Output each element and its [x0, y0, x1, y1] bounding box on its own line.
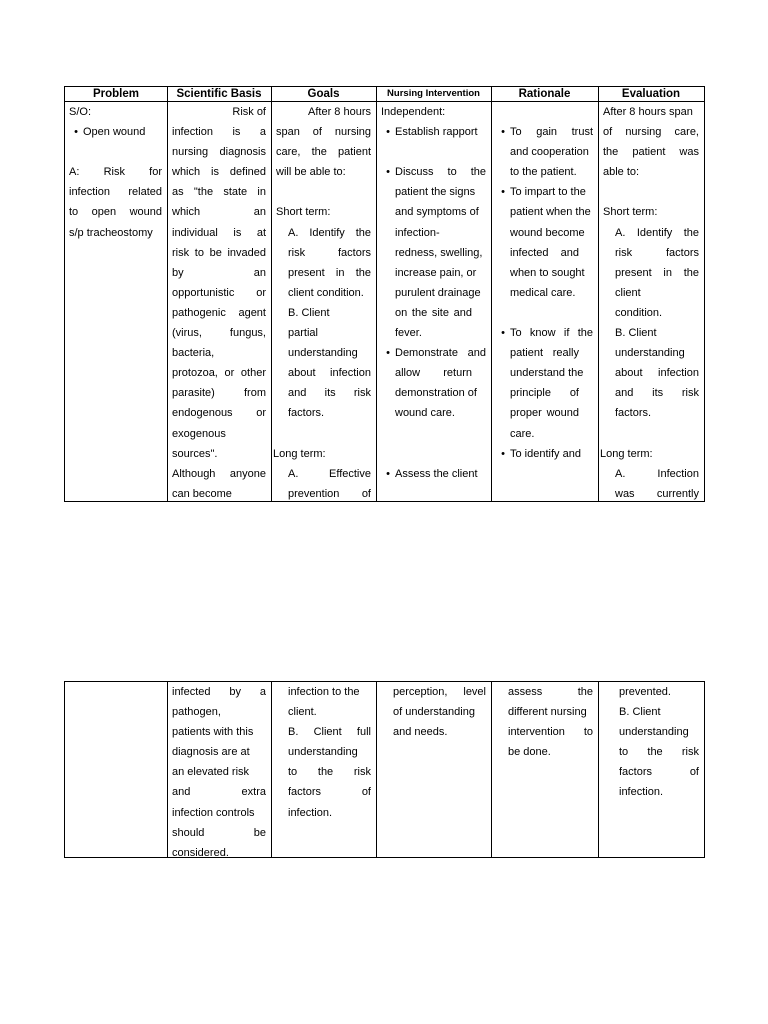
header-evaluation: Evaluation [621, 88, 681, 100]
text-line: nursing diagnosis [172, 146, 266, 159]
text-line: demonstration of [395, 387, 477, 400]
bullet: • [386, 126, 390, 139]
problem-column [65, 682, 167, 857]
short-term-label: Short term: [276, 206, 331, 219]
header-problem: Problem [92, 88, 139, 100]
text-line: prevented. [619, 686, 671, 698]
text-line: patient when the [510, 206, 591, 219]
text-line: factors. [615, 407, 652, 420]
text-line: to the risk [288, 766, 371, 779]
text-line: perception, level [393, 686, 486, 698]
rationale-item [496, 444, 593, 464]
goals-intro [276, 102, 371, 182]
list-item: • Establish rapport [381, 122, 486, 142]
text-line: client condition. [288, 286, 364, 299]
text-line: B. Client [619, 706, 661, 719]
text-line: and extra [172, 786, 266, 799]
text-line: factors. [288, 407, 325, 420]
text-line: B. Client [288, 306, 330, 319]
text-line: which is defined [172, 166, 266, 179]
text-line: increase pain, or [395, 266, 477, 279]
long-term-label: Long term: [273, 447, 326, 460]
text-line: A. Infection [615, 467, 699, 480]
evaluation-text [603, 682, 699, 803]
text-line: fever. [395, 327, 422, 340]
text-line: protozoa, or other [172, 367, 266, 380]
text-line: endogenous or [172, 407, 266, 420]
text-line: (virus, fungus, [172, 327, 266, 340]
header-goals: Goals [307, 88, 340, 100]
goals-column [271, 682, 376, 857]
text-line: to the risk [619, 746, 699, 759]
text-line: pathogenic agent [172, 306, 266, 319]
text-line: proper wound [510, 407, 579, 420]
text-line: • To gain trust [496, 122, 593, 142]
text-line: be done. [508, 746, 551, 759]
text-line: as "the state in [172, 186, 266, 199]
text-line: understand the [510, 367, 584, 380]
text-line: A. Effective [288, 467, 371, 480]
text-line: present in the [288, 266, 371, 279]
evaluation-intro [603, 102, 699, 182]
scientific-basis-text [172, 102, 266, 501]
evaluation-column [598, 682, 704, 857]
text-line: on the site and [395, 306, 472, 319]
text-line: partial [288, 327, 318, 340]
text-line: patient the signs [395, 186, 476, 199]
text-line: and cooperation [510, 146, 589, 159]
text-line: understanding [288, 347, 358, 360]
bullet: • [74, 126, 78, 139]
text-line: redness, swelling, [395, 246, 483, 259]
text-line: infection related [69, 186, 162, 199]
text-line: and needs. [393, 726, 448, 739]
text-line: considered. [172, 846, 229, 857]
text-line: medical care. [510, 286, 576, 299]
text-line: by an [172, 266, 266, 279]
text-line: s/p tracheostomy [69, 226, 153, 239]
text-line: risk factors [288, 246, 371, 259]
text-line: • Discuss to the [381, 162, 486, 182]
text-line: understanding [615, 347, 685, 360]
text-line: allow return [395, 367, 472, 380]
rationale-column [491, 87, 598, 501]
text-line: • To identify and [496, 444, 593, 464]
text-line: factors of [619, 766, 699, 779]
text-line: client. [288, 706, 317, 719]
text-line: infection- [395, 226, 440, 239]
text-line: parasite) from [172, 387, 266, 400]
bullet: • [501, 447, 505, 460]
text-line: present in the [615, 266, 699, 279]
text-line: understanding [619, 726, 689, 739]
text-line: about infection [288, 367, 371, 380]
text-line: infection is a [172, 126, 266, 139]
bullet: • [386, 467, 390, 480]
text-line: infection. [619, 786, 664, 799]
independent-label: Independent: [381, 106, 446, 118]
nursing-intervention-column [376, 87, 491, 501]
text-line: should be [172, 826, 266, 839]
evaluation-column [598, 87, 704, 501]
text-line: to open wound [69, 206, 162, 219]
text-line: A. Identify the [288, 226, 371, 239]
text-line: A: Risk for [69, 166, 162, 179]
goals-short-term [276, 223, 371, 424]
text-line: assess the [508, 686, 593, 698]
text-line: After 8 hours [308, 106, 371, 118]
text-line: understanding [288, 746, 358, 759]
rationale-item [496, 122, 593, 182]
text-line: • To impart to the [496, 182, 593, 202]
list-item: • Open wound [69, 122, 162, 142]
text-line: and its risk [615, 387, 699, 400]
problem-column [65, 87, 167, 501]
text-line: B. Client full [288, 726, 371, 739]
scientific-basis-column [167, 682, 271, 857]
text-line: and its risk [288, 387, 371, 400]
rationale-item [496, 323, 593, 444]
text-line: of nursing care, [603, 126, 699, 139]
nursing-intervention-column [376, 682, 491, 857]
care-plan-table-continued [64, 681, 705, 858]
long-term-label: Long term: [600, 447, 653, 460]
goals-text [276, 682, 371, 823]
text-line: the patient was [603, 146, 699, 159]
rationale-item [496, 182, 593, 303]
scientific-basis-column [167, 87, 271, 501]
text-line: risk to be invaded [172, 246, 266, 259]
text-line: pathogen, [172, 706, 221, 719]
text-line: wound become [510, 226, 585, 239]
text-line: patient really [510, 347, 579, 360]
bullet: • [501, 186, 505, 199]
text-line: exogenous [172, 427, 226, 440]
bullet: • [501, 327, 505, 340]
text-line: will be able to: [276, 166, 346, 179]
text-line: infection to the [288, 686, 360, 698]
header-rationale: Rationale [518, 88, 571, 100]
care-plan-table [64, 86, 705, 502]
text-line: about infection [615, 367, 699, 380]
intervention-item [381, 162, 486, 343]
text-line: • To know if the [496, 323, 593, 343]
text-line: prevention of [288, 487, 371, 500]
assessment-text [69, 162, 162, 242]
text-line: of understanding [393, 706, 475, 719]
text-line: an elevated risk [172, 766, 250, 779]
text-line: risk factors [615, 246, 699, 259]
rationale-text [496, 682, 593, 762]
text-line: wound care. [395, 407, 455, 420]
text-line: client [615, 286, 641, 299]
text-line: able to: [603, 166, 640, 179]
text-line: opportunistic or [172, 286, 266, 299]
text-line: care, the patient [276, 146, 371, 159]
text-line: to the patient. [510, 166, 577, 179]
intervention-item [381, 464, 486, 484]
scientific-basis-text [172, 682, 266, 857]
header-nursing-intervention: Nursing Intervention [387, 88, 480, 99]
text-line: when to sought [510, 266, 585, 279]
text-line: individual is at [172, 226, 266, 239]
bullet: • [386, 166, 390, 179]
text-line: and symptoms of [395, 206, 479, 219]
text-line: infection. [288, 806, 333, 819]
text-line: Risk of [232, 106, 266, 118]
text-line: was currently [615, 487, 699, 500]
short-term-label: Short term: [603, 206, 658, 219]
text-line: span of nursing [276, 126, 371, 139]
intervention-item [381, 343, 486, 423]
text-line: condition. [615, 306, 663, 319]
text-line: care. [510, 427, 535, 440]
text-line: can become [172, 487, 232, 500]
evaluation-long-term [603, 464, 699, 501]
text-line: A. Identify the [615, 226, 699, 239]
text-line: infection controls [172, 806, 255, 819]
text-line: diagnosis are at [172, 746, 250, 759]
evaluation-short-term [603, 223, 699, 424]
text-line: • Assess the client [381, 464, 486, 484]
text-line: infected by a [172, 686, 266, 698]
text-line: infected and [510, 246, 579, 259]
bullet: • [386, 347, 390, 360]
bullet: • [501, 126, 505, 139]
text-line: sources". [172, 447, 218, 460]
so-label: S/O: [69, 106, 92, 118]
text-line: factors of [288, 786, 371, 799]
text-line: different nursing [508, 706, 587, 719]
text-line: After 8 hours span [603, 106, 693, 118]
text-line: intervention to [508, 726, 593, 739]
text-line: principle of [510, 387, 579, 400]
table-header-row [65, 87, 704, 102]
text-line: B. Client [615, 327, 657, 340]
text-line: which an [172, 206, 266, 219]
text-line: bacteria, [172, 347, 215, 360]
text-line: purulent drainage [395, 286, 481, 299]
intervention-text [381, 682, 486, 742]
rationale-column [491, 682, 598, 857]
text-line: • Demonstrate and [381, 343, 486, 363]
goals-long-term [276, 464, 371, 501]
text-line: patients with this [172, 726, 254, 739]
header-scientific-basis: Scientific Basis [176, 88, 262, 100]
text-line: Although anyone [172, 467, 266, 480]
goals-column [271, 87, 376, 501]
